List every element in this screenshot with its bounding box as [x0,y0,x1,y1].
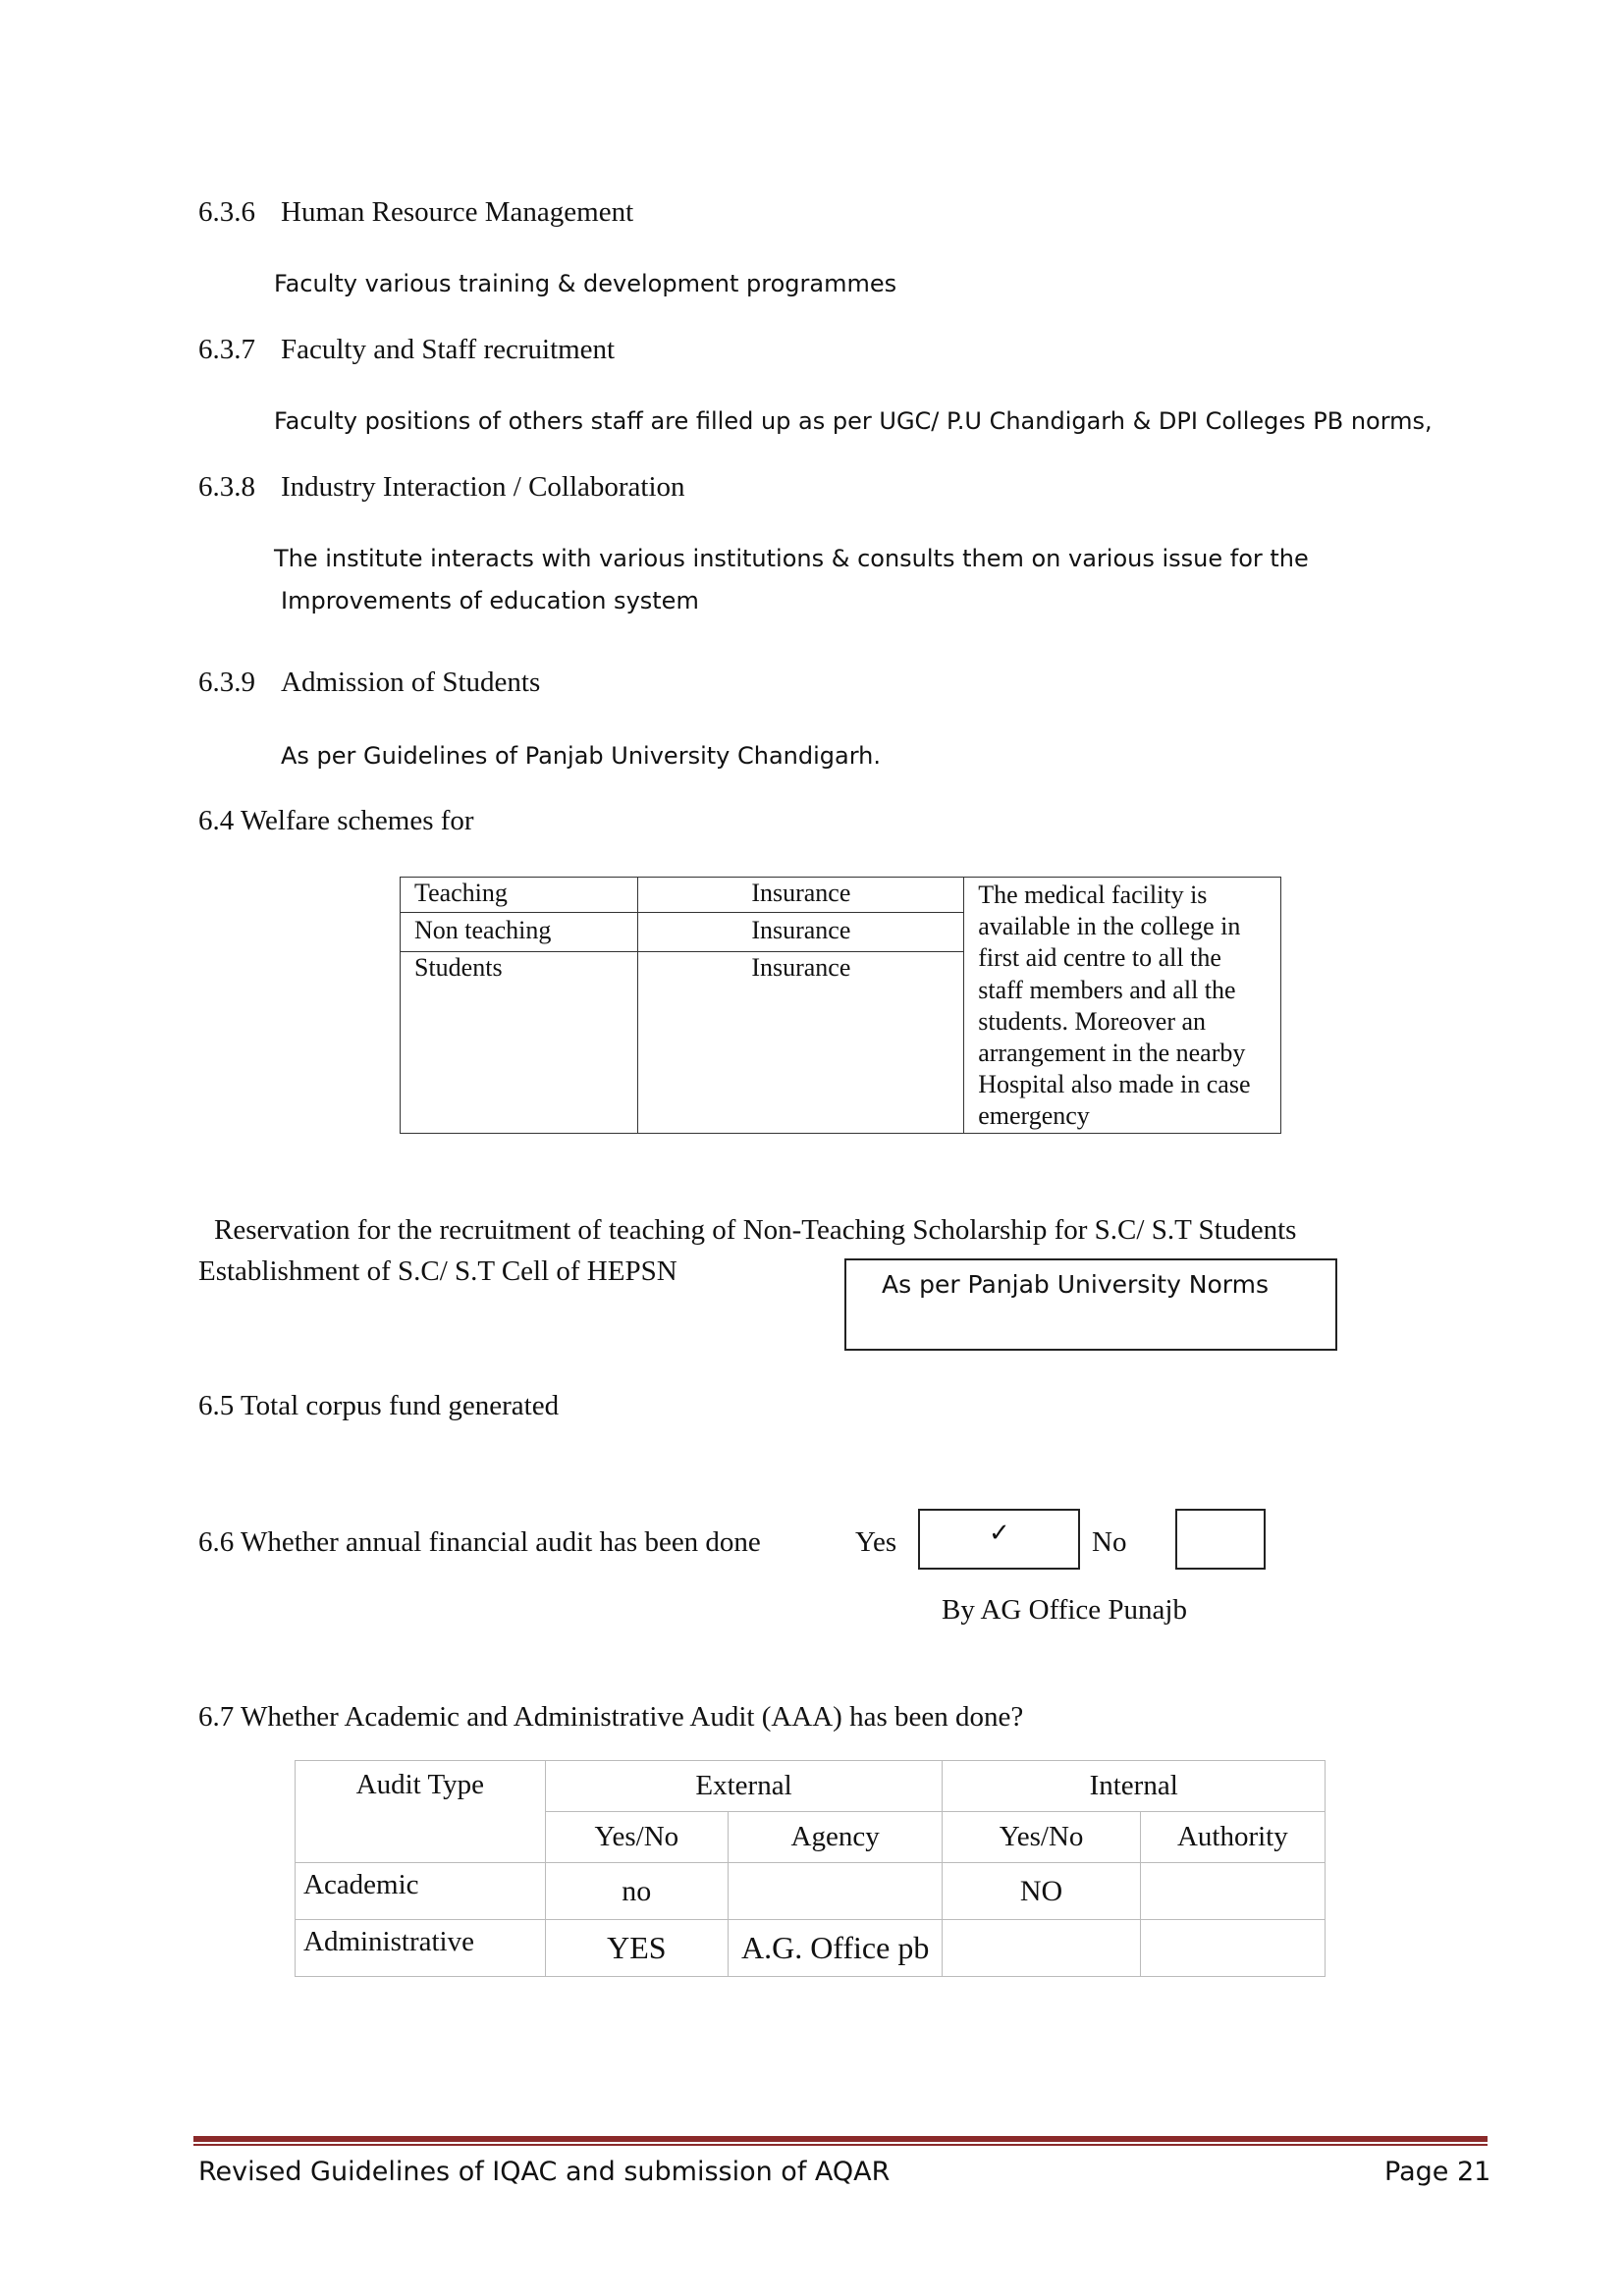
table-row [401,878,1281,913]
footer-divider-thin [193,2144,1488,2146]
agency-cell [728,1863,942,1920]
welfare-table [400,877,1281,1134]
table-row [296,1920,1326,1977]
page-number: Page 21 [1384,2157,1491,2187]
footer-title: Revised Guidelines of IQAC and submission of AQAR [198,2157,891,2187]
reservation-line1: Reservation for the recruitment of teaching of Non-Teaching Scholarship for S.C/ S.T Students [214,1214,1297,1246]
internal-yes-no-header: Yes/No [943,1812,1140,1863]
financial-audit-by-text: By AG Office Punajb [942,1594,1187,1626]
section-6-3-8-text-line2: Improvements of education system [281,587,699,614]
section-6-3-8-heading: 6.3.8 Industry Interaction / Collaboration [198,471,685,503]
aaa-heading: 6.7 Whether Academic and Administrative Audit (AAA) has been done? [198,1701,1024,1733]
external-yes-no-cell: YES [545,1920,728,1977]
section-6-3-9-heading: 6.3.9 Admission of Students [198,667,541,698]
financial-audit-no-checkbox[interactable] [1175,1509,1266,1570]
financial-audit-yes-label: Yes [855,1526,897,1558]
external-yes-no-header: Yes/No [545,1812,728,1863]
welfare-note-cell: The medical facility is available in the college in first aid centre to all the staff members and all the students. Moreover an arrangement in the nearby Hospital also made in case emergency [964,878,1281,1134]
agency-header: Agency [728,1812,942,1863]
welfare-scheme-cell: Insurance [638,878,964,913]
internal-header: Internal [943,1761,1326,1812]
external-yes-no-cell: no [545,1863,728,1920]
welfare-group-cell: Teaching [401,878,638,913]
reservation-line2: Establishment of S.C/ S.T Cell of HEPSN [198,1255,677,1287]
section-6-3-7-text: Faculty positions of others staff are filled up as per UGC/ P.U Chandigarh & DPI Colleges PB norms, [274,407,1433,435]
table-row [296,1761,1326,1812]
table-row [296,1863,1326,1920]
agency-cell: A.G. Office pb [728,1920,942,1977]
section-6-3-6-text: Faculty various training & development programmes [274,270,897,297]
footer-divider [193,2136,1488,2142]
section-6-3-9-text: As per Guidelines of Panjab University Chandigarh. [281,742,881,770]
audit-type-cell: Academic [296,1863,546,1920]
welfare-group-cell: Students [401,951,638,1133]
reservation-norms-box [844,1258,1337,1351]
audit-type-header: Audit Type [296,1761,546,1863]
section-6-3-7-heading: 6.3.7 Faculty and Staff recruitment [198,334,616,365]
financial-audit-yes-checkbox[interactable] [918,1509,1080,1570]
authority-header: Authority [1140,1812,1325,1863]
welfare-heading: 6.4 Welfare schemes for [198,805,474,836]
internal-yes-no-cell [943,1920,1140,1977]
audit-type-cell: Administrative [296,1920,546,1977]
financial-audit-no-label: No [1092,1526,1127,1558]
welfare-group-cell: Non teaching [401,912,638,951]
aaa-table [295,1760,1326,1977]
corpus-heading: 6.5 Total corpus fund generated [198,1390,560,1421]
welfare-scheme-cell: Insurance [638,951,964,1133]
authority-cell [1140,1920,1325,1977]
welfare-scheme-cell: Insurance [638,912,964,951]
check-icon: ✓ [989,1519,1010,1548]
section-6-3-8-text-line1: The institute interacts with various institutions & consults them on various issue for the [274,545,1309,572]
financial-audit-heading: 6.6 Whether annual financial audit has been done [198,1526,761,1558]
reservation-norms-text: As per Panjab University Norms [882,1270,1270,1299]
section-6-3-6-heading: 6.3.6 Human Resource Management [198,196,634,228]
internal-yes-no-cell: NO [943,1863,1140,1920]
external-header: External [545,1761,943,1812]
authority-cell [1140,1863,1325,1920]
